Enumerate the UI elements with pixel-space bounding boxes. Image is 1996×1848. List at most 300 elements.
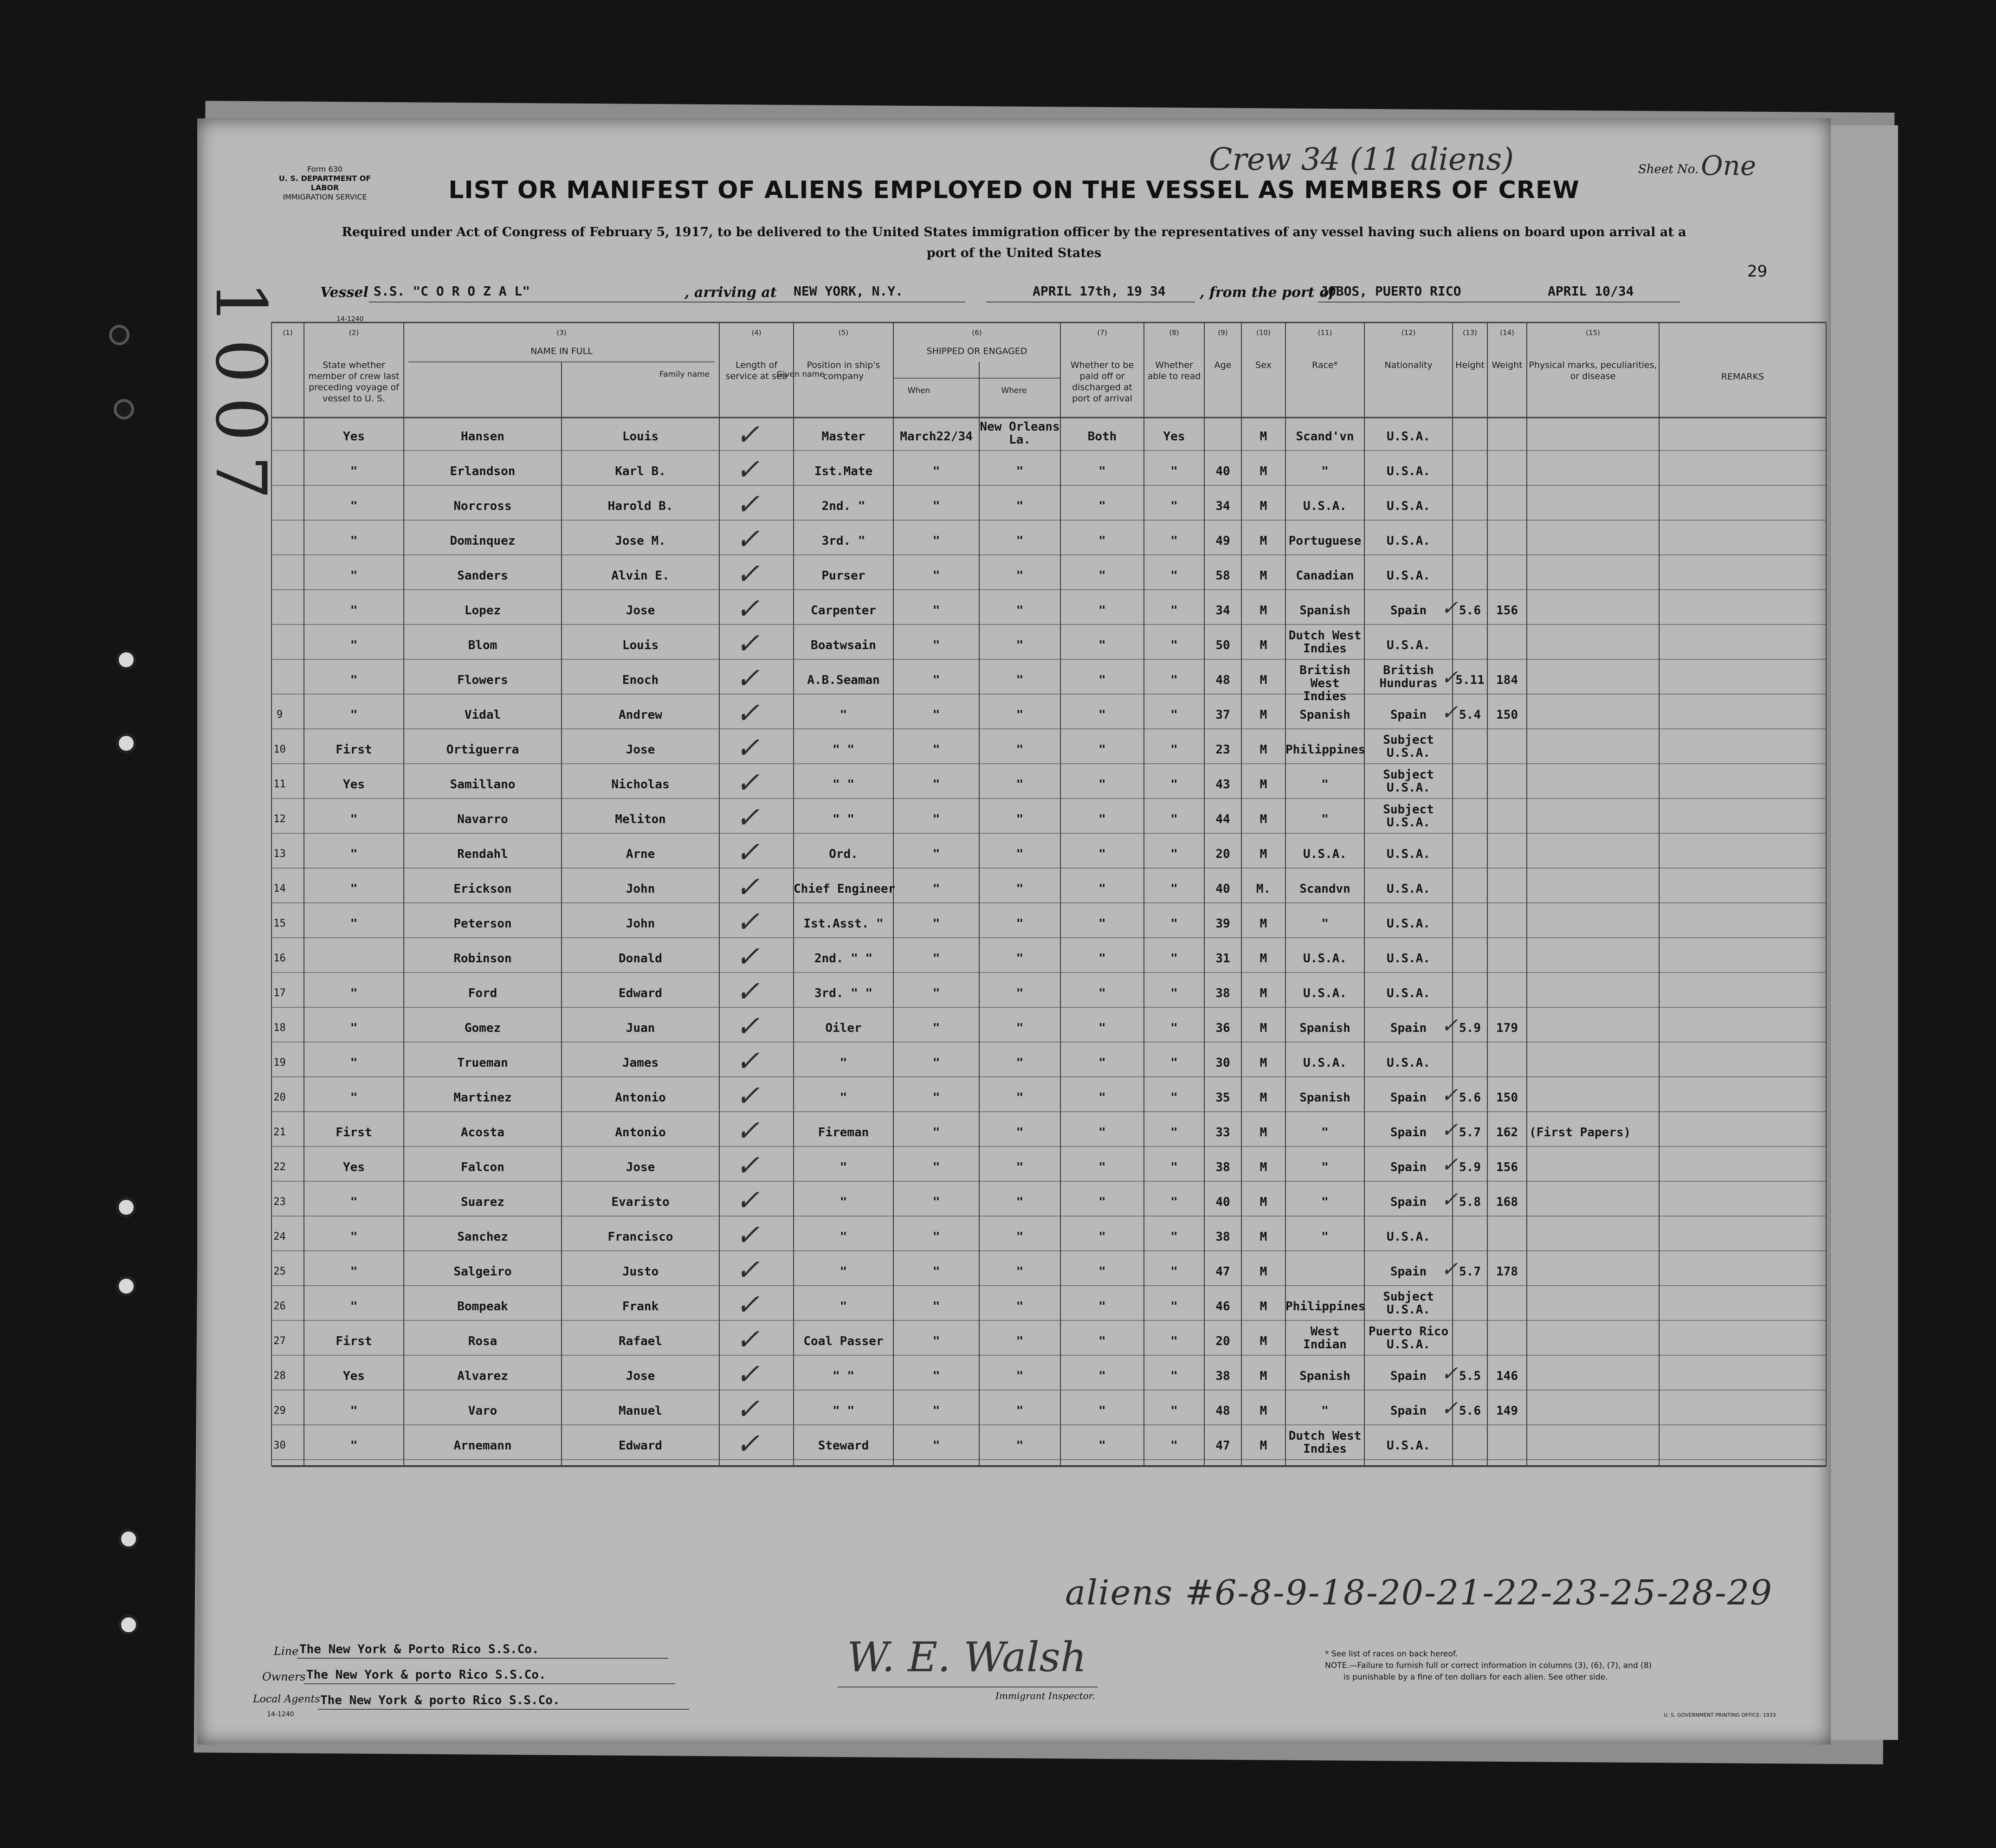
cell-w: 156 [1496,604,1518,618]
cell-when: " [932,743,940,757]
cell-w: 184 [1496,673,1518,687]
cell-sex: M [1260,847,1267,861]
cell-where: " [1016,708,1024,722]
cell-pos: Ist.Asst. " [803,917,884,931]
cell-prev: " [350,604,358,618]
cell-age: 40 [1215,464,1230,478]
cell-prev: Yes [343,430,365,444]
cell-family: Salgeiro [453,1265,512,1279]
cell-family: Norcross [453,499,512,513]
column-number: (7) [1097,328,1107,337]
cell-age: 34 [1215,499,1230,513]
check-mark-icon: ✓ [736,1288,760,1321]
cell-sex: M [1260,917,1267,931]
cell-when: " [932,812,940,826]
check-mark-icon: ✓ [736,766,760,799]
cell-h: 5.9 [1459,1021,1481,1035]
cell-rem: (First Papers) [1529,1126,1631,1140]
cell-age: 38 [1215,1369,1230,1383]
cell-when: " [932,986,940,1000]
cell-family: Erickson [453,882,512,896]
cell-read: " [1170,778,1178,792]
cell-read: " [1170,1404,1178,1418]
cell-family: Samillano [450,778,516,792]
cell-nat: U.S.A. [1387,430,1430,444]
cell-race: Scand'vn [1296,430,1354,444]
cell-family: Vidal [464,708,501,722]
check-mark-icon: ✓ [736,835,760,869]
cell-pos: Oiler [825,1021,862,1035]
cell-read: " [1170,1369,1178,1383]
cell-given: Nicholas [611,778,670,792]
owners-value: The New York & porto Rico S.S.Co. [306,1668,546,1682]
cell-paid: " [1098,952,1106,966]
department-name: U. S. DEPARTMENT OF LABOR [278,174,371,192]
cell-race: Scandvn [1299,882,1350,896]
cell-nat: U.S.A. [1387,638,1430,652]
cell-prev: Yes [343,778,365,792]
cell-read: " [1170,812,1178,826]
column-number: (6) [972,328,982,337]
check-mark-icon: ✓ [1441,1014,1458,1037]
cell-age: 47 [1215,1439,1230,1453]
cell-prev: Yes [343,1160,365,1174]
cell-sex: M [1260,1334,1267,1348]
cell-age: 46 [1215,1300,1230,1314]
cell-prev: " [350,986,358,1000]
cell-read: " [1170,986,1178,1000]
cell-pos: Carpenter [811,604,876,618]
cell-age: 36 [1215,1021,1230,1035]
column-header: NAME IN FULL [530,346,593,356]
cell-family: Falcon [461,1160,504,1174]
cell-prev: " [350,499,358,513]
binder-hole [118,1529,139,1549]
cell-pos: " [840,1230,847,1244]
cell-nat: U.S.A. [1387,952,1430,966]
check-mark-icon: ✓ [736,1392,760,1426]
cell-prev: Yes [343,1369,365,1383]
cell-race: West Indian [1303,1325,1347,1352]
cell-when: " [932,1160,940,1174]
subtitle-line-1: Required under Act of Congress of February 5, 1917, to be delivered to the United States immigration officer by the representatives of any vessel having such aliens on board upon arrival at a [342,225,1686,239]
check-mark-icon: ✓ [736,418,760,451]
cell-prev: " [350,1091,358,1105]
check-mark-icon: ✓ [736,905,760,939]
cell-when: " [932,1265,940,1279]
cell-paid: " [1098,708,1106,722]
cell-paid: " [1098,1195,1106,1209]
cell-n: 21 [273,1127,286,1138]
cell-n: 11 [273,779,286,790]
cell-paid: " [1098,1126,1106,1140]
cell-pos: " " [833,812,854,826]
cell-sex: M [1260,673,1267,687]
cell-sex: M [1260,1439,1267,1453]
cell-given: Jose [626,1160,655,1174]
cell-when: " [932,1195,940,1209]
cell-pos: " [840,1300,847,1314]
cell-age: 58 [1215,569,1230,583]
check-mark-icon: ✓ [736,1183,760,1217]
cell-w: 146 [1496,1369,1518,1383]
check-mark-icon: ✓ [736,592,760,625]
subhead-when: When [907,386,930,395]
departure-date: APRIL 10/34 [1548,283,1634,299]
cell-age: 48 [1215,673,1230,687]
cell-given: Harold B. [607,499,673,513]
cell-n: 23 [273,1196,286,1208]
from-port: JOBOS, PUERTO RICO [1320,283,1461,299]
cell-paid: " [1098,464,1106,478]
cell-prev: " [350,1195,358,1209]
cell-paid: " [1098,1021,1106,1035]
cell-when: " [932,1091,940,1105]
cell-h: 5.4 [1459,708,1481,722]
cell-race: Dutch West Indies [1288,1429,1362,1456]
cell-race: U.S.A. [1303,1056,1347,1070]
subtitle-line-2: port of the United States [926,246,1102,260]
cell-where: " [1016,1195,1024,1209]
cell-pos: 3rd. " [821,534,866,548]
cell-nat: U.S.A. [1387,1230,1430,1244]
check-mark-icon: ✓ [736,1218,760,1252]
cell-h: 5.8 [1459,1195,1481,1209]
cell-n: 10 [273,744,286,755]
cell-sex: M [1260,1160,1267,1174]
cell-given: Frank [622,1300,659,1314]
cell-given: Justo [622,1265,659,1279]
cell-nat: U.S.A. [1387,917,1430,931]
cell-sex: M [1260,1091,1267,1105]
cell-given: Jose [626,743,655,757]
cell-age: 34 [1215,604,1230,618]
cell-race: U.S.A. [1303,499,1347,513]
cell-read: " [1170,847,1178,861]
cell-w: 149 [1496,1404,1518,1418]
cell-read: " [1170,1265,1178,1279]
cell-nat: British Hunduras [1379,663,1438,690]
check-mark-icon: ✓ [736,1148,760,1182]
cell-sex: M [1260,638,1267,652]
cell-nat: Subject U.S.A. [1383,803,1434,830]
cell-nat: U.S.A. [1387,464,1430,478]
cell-nat: U.S.A. [1387,499,1430,513]
cell-nat: U.S.A. [1387,1439,1430,1453]
cell-pos: " [840,1160,847,1174]
cell-paid: " [1098,1265,1106,1279]
check-mark-icon: ✓ [736,522,760,556]
cell-family: Varo [468,1404,497,1418]
cell-family: Sanders [457,569,508,583]
note-fine-1: NOTE.—Failure to furnish full or correct information in columns (3), (6), (7), and (8) [1325,1661,1652,1670]
cell-prev: First [336,1334,372,1348]
column-header: Whether to be paid off or discharged at port of arrival [1070,360,1134,404]
cell-sex: M [1260,1230,1267,1244]
cell-family: Flowers [457,673,508,687]
cell-prev: " [350,1056,358,1070]
cell-n: 29 [273,1405,286,1417]
cell-age: 20 [1215,1334,1230,1348]
cell-n: 26 [273,1301,286,1312]
cell-paid: " [1098,1404,1106,1418]
cell-paid: " [1098,1160,1106,1174]
cell-read: " [1170,638,1178,652]
cell-race: " [1321,1195,1329,1209]
cell-given: Rafael [619,1334,662,1348]
cell-when: " [932,604,940,618]
check-mark-icon: ✓ [736,452,760,486]
cell-sex: M [1260,499,1267,513]
cell-paid: " [1098,743,1106,757]
cell-read: " [1170,917,1178,931]
cell-family: Martinez [453,1091,512,1105]
cell-given: Edward [619,986,662,1000]
cell-prev: " [350,569,358,583]
cell-paid: Both [1087,430,1117,444]
cell-read: " [1170,952,1178,966]
check-mark-icon: ✓ [736,940,760,973]
cell-h: 5.6 [1459,1091,1481,1105]
cell-age: 37 [1215,708,1230,722]
cell-age: 20 [1215,847,1230,861]
cell-nat: Spain [1390,1265,1427,1279]
cell-pos: 2nd. " " [814,952,873,966]
column-number: (2) [349,328,359,337]
cell-read: " [1170,1021,1178,1035]
cell-nat: U.S.A. [1387,882,1430,896]
cell-family: Bompeak [457,1300,508,1314]
cell-n: 27 [273,1335,286,1347]
cell-n: 18 [273,1022,286,1034]
cell-race: Spanish [1299,1021,1350,1035]
cell-where: " [1016,673,1024,687]
cell-age: 43 [1215,778,1230,792]
cell-given: Louis [622,430,659,444]
cell-pos: Boatwsain [811,638,876,652]
cell-read: " [1170,569,1178,583]
cell-given: Antonio [615,1091,666,1105]
cell-pos: Master [821,430,866,444]
check-mark-icon: ✓ [1441,1397,1458,1420]
cell-prev: " [350,464,358,478]
cell-given: Alvin E. [611,569,670,583]
side-stamp-text: 1007 [200,281,281,514]
cell-where: " [1016,778,1024,792]
cell-age: 38 [1215,986,1230,1000]
cell-sex: M [1260,534,1267,548]
cell-age: 39 [1215,917,1230,931]
cell-when: " [932,499,940,513]
cell-race: " [1321,778,1329,792]
cell-when: " [932,1369,940,1383]
cell-sex: M [1260,986,1267,1000]
cell-race: Canadian [1296,569,1354,583]
cell-family: Hansen [461,430,504,444]
cell-prev: " [350,1021,358,1035]
column-header: Position in ship's company [807,360,880,381]
column-header: Nationality [1384,360,1433,370]
cell-pos: " " [833,778,854,792]
binder-hole [114,399,134,419]
cell-pos: " [840,1091,847,1105]
cell-family: Alvarez [457,1369,508,1383]
cell-when: " [932,1300,940,1314]
cell-nat: U.S.A. [1387,534,1430,548]
cell-family: Gomez [464,1021,501,1035]
cell-given: Karl B. [615,464,666,478]
cell-race: Spanish [1299,1091,1350,1105]
check-mark-icon: ✓ [736,487,760,521]
check-mark-icon: ✓ [1441,1153,1458,1177]
cell-where: " [1016,1230,1024,1244]
cell-nat: U.S.A. [1387,847,1430,861]
check-mark-icon: ✓ [736,696,760,730]
cell-n: 14 [273,883,286,895]
cell-n: 13 [273,848,286,860]
cell-prev: " [350,1439,358,1453]
check-mark-icon: ✓ [736,626,760,660]
underline [297,1658,668,1659]
cell-given: Evaristo [611,1195,670,1209]
cell-nat: Spain [1390,708,1427,722]
check-mark-icon: ✓ [736,1322,760,1356]
cell-sex: M [1260,569,1267,583]
cell-h: 5.5 [1459,1369,1481,1383]
cell-read: " [1170,1230,1178,1244]
cell-pos: Coal Passer [803,1334,884,1348]
cell-age: 48 [1215,1404,1230,1418]
cell-paid: " [1098,638,1106,652]
column-header: Height [1455,360,1485,370]
column-number: (3) [556,328,567,337]
column-number: (10) [1256,328,1271,337]
cell-paid: " [1098,917,1106,931]
cell-when: " [932,882,940,896]
binder-hole [116,650,136,670]
cell-sex: M [1260,708,1267,722]
cell-pos: 2nd. " [821,499,866,513]
cell-read: " [1170,464,1178,478]
cell-prev: " [350,673,358,687]
column-header: Whether able to read [1147,360,1201,381]
check-mark-icon: ✓ [736,1044,760,1078]
cell-w: 150 [1496,1091,1518,1105]
check-mark-icon: ✓ [736,557,760,591]
cell-pos: " [840,708,847,722]
check-mark-icon: ✓ [736,1079,760,1113]
inspector-signature: W. E. Walsh [847,1633,1087,1681]
cell-age: 35 [1215,1091,1230,1105]
subhead-family: Family name [659,370,710,379]
cell-age: 38 [1215,1160,1230,1174]
check-mark-icon: ✓ [736,1114,760,1147]
cell-nat: U.S.A. [1387,1056,1430,1070]
cell-paid: " [1098,1369,1106,1383]
cell-h: 5.9 [1459,1160,1481,1174]
cell-w: 179 [1496,1021,1518,1035]
cell-when: " [932,1021,940,1035]
cell-read: " [1170,743,1178,757]
cell-prev: " [350,534,358,548]
cell-pos: 3rd. " " [814,986,873,1000]
cell-n: 24 [273,1231,286,1243]
check-mark-icon: ✓ [736,1253,760,1287]
cell-race: " [1321,1160,1329,1174]
column-header: Race* [1311,360,1338,370]
cell-when: " [932,464,940,478]
cell-read: " [1170,1195,1178,1209]
cell-when: " [932,569,940,583]
cell-prev: " [350,1230,358,1244]
cell-read: Yes [1163,430,1185,444]
service-name: IMMIGRATION SERVICE [283,193,367,201]
vessel-name: S.S. "C O R O Z A L" [374,283,530,299]
column-header: Weight [1492,360,1523,370]
cell-given: John [626,917,655,931]
check-mark-icon: ✓ [1441,596,1458,620]
cell-nat: Puerto Rico U.S.A. [1368,1325,1449,1352]
check-mark-icon: ✓ [736,731,760,765]
agents-value: The New York & porto Rico S.S.Co. [320,1693,560,1707]
cell-paid: " [1098,604,1106,618]
cell-when: " [932,778,940,792]
cell-sex: M [1260,604,1267,618]
cell-sex: M [1260,464,1267,478]
cell-where: " [1016,1265,1024,1279]
check-mark-icon: ✓ [736,1427,760,1461]
cell-sex: M [1260,1404,1267,1418]
cell-n: 28 [273,1370,286,1382]
cell-race: " [1321,917,1329,931]
cell-when: March22/34 [900,430,973,444]
cell-nat: Spain [1390,1160,1427,1174]
cell-n: 25 [273,1266,286,1277]
cell-pos: " " [833,743,854,757]
agents-code: 14-1240 [267,1711,294,1718]
inspector-label: Immigrant Inspector. [995,1690,1095,1701]
cell-where: " [1016,499,1024,513]
cell-h: 5.6 [1459,604,1481,618]
cell-paid: " [1098,986,1106,1000]
cell-family: Peterson [453,917,512,931]
cell-paid: " [1098,569,1106,583]
check-mark-icon: ✓ [1441,1118,1458,1142]
cell-pos: Ist.Mate [814,464,873,478]
cell-n: 16 [273,953,286,964]
cell-when: " [932,952,940,966]
cell-race: Portuguese [1288,534,1362,548]
cell-prev: " [350,638,358,652]
cell-where: " [1016,1126,1024,1140]
vessel-label: Vessel [320,284,368,301]
check-mark-icon: ✓ [736,1357,760,1391]
check-mark-icon: ✓ [1441,1083,1458,1107]
cell-where: " [1016,812,1024,826]
cell-read: " [1170,499,1178,513]
cell-where: " [1016,952,1024,966]
cell-w: 178 [1496,1265,1518,1279]
cell-family: Rosa [468,1334,497,1348]
cell-given: Jose M. [615,534,666,548]
check-mark-icon: ✓ [1441,1188,1458,1211]
column-number: (12) [1401,328,1416,337]
cell-when: " [932,847,940,861]
subhead-given: Given name [776,370,825,379]
column-number: (9) [1218,328,1228,337]
cell-age: 47 [1215,1265,1230,1279]
from-label: , from the port of [1200,284,1335,301]
